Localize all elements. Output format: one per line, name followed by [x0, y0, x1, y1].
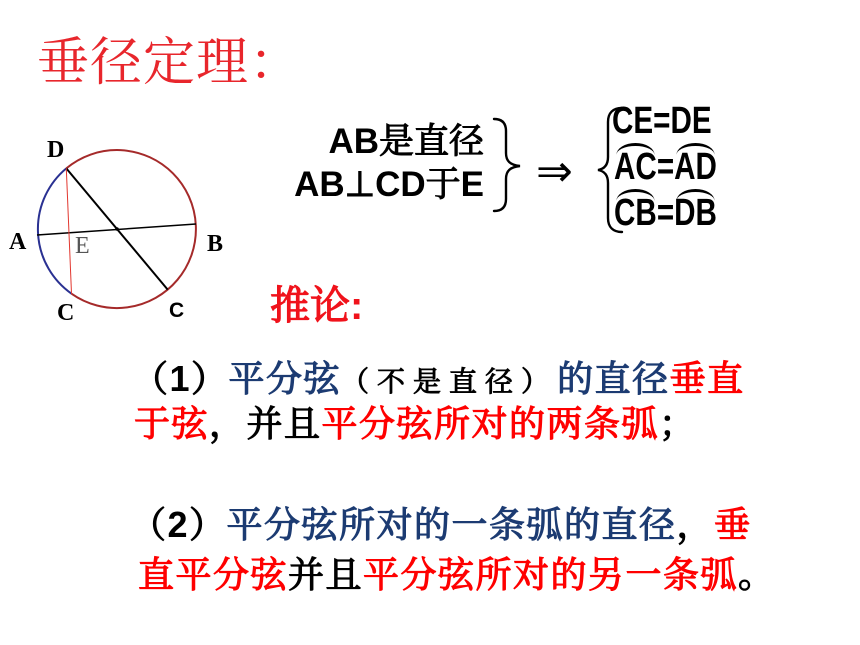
result-1-operator: = [653, 100, 671, 142]
corollary-1-keyword-bisect-chord: 平分弦 [228, 358, 342, 399]
corollary-2-number: （2） [130, 504, 227, 545]
corollary-1-number: （1） [132, 358, 229, 399]
result-equal-segments [612, 102, 712, 140]
corollary-2-period: 。 [738, 554, 776, 595]
condition-perpendicular: AB⊥CD于E [294, 165, 484, 204]
condition-brace-right [494, 119, 520, 211]
result-2-operator: = [656, 146, 675, 188]
corollary-2-conclusion-perpendicular-bisector: 直平分弦 [138, 554, 289, 595]
circle-arc-minor [38, 168, 72, 293]
result-equal-arcs-ac-ad [614, 148, 717, 186]
result-3-left: CB [614, 192, 657, 234]
label-d: D [47, 137, 65, 163]
circle-diagram [9, 137, 223, 326]
result-equal-arcs-cb-db [614, 194, 717, 232]
corollary-2-keyword-arc-bisecting-diameter: 平分弦所对的一条弧的直径 [226, 504, 677, 545]
corollary-2-conclusion-bisect-other-arc: 平分弦所对的另一条弧 [363, 554, 739, 595]
result-1-left: CE [612, 100, 654, 142]
corollary-1-line-1 [132, 358, 745, 399]
label-a: A [9, 229, 27, 255]
implies-arrow: ⇒ [536, 146, 573, 197]
corollary-1-note-not-diameter: （不是直径） [341, 366, 558, 397]
corollary-heading: 推论: [270, 284, 364, 328]
corollary-1-line-2 [134, 403, 697, 444]
center-point [115, 227, 119, 231]
corollary-2-line-2 [138, 554, 776, 595]
corollary-1-conclusion-to-chord: 于弦 [134, 403, 210, 444]
label-c-right: C [169, 299, 185, 322]
corollary-1-keyword-diameter: 的直径 [557, 358, 670, 399]
result-3-right: DB [674, 192, 717, 234]
corollary-2-conclusion-perpendicular-start: 垂 [714, 504, 752, 545]
label-e: E [75, 233, 90, 259]
label-b: B [207, 231, 224, 257]
corollary-1-semicolon: ； [659, 403, 697, 444]
condition-diameter: AB是直径 [328, 122, 484, 161]
corollary-1-conclusion-perpendicular: 垂直 [669, 358, 745, 399]
result-1-right: DE [670, 100, 712, 142]
result-3-operator: = [656, 192, 675, 234]
corollary-2-connector: 并且 [288, 554, 364, 595]
label-c-left: C [57, 300, 75, 326]
result-2-right: AD [674, 146, 717, 188]
corollary-1-connector: ，并且 [209, 403, 322, 444]
corollary-2-comma: ， [676, 504, 715, 545]
corollary-2-line-1 [130, 504, 752, 545]
chord-cd [66, 168, 71, 293]
corollary-1-conclusion-bisect-arcs: 平分弦所对的两条弧 [321, 403, 660, 444]
result-2-left: AC [614, 146, 657, 188]
slide-title: 垂径定理： [37, 34, 303, 92]
